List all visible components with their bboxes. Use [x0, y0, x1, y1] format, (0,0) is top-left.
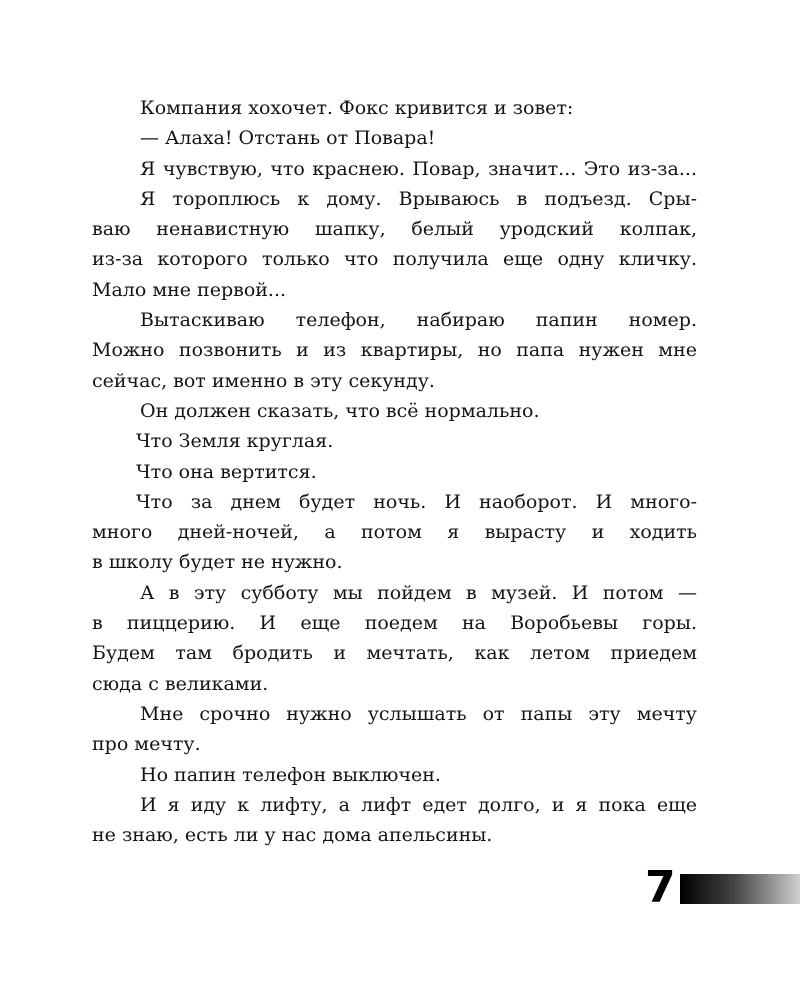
- text-line: Что она вертится.: [136, 460, 317, 483]
- text-line: Можно позвонить и из квартиры, но папа нужен мне: [92, 339, 697, 362]
- text-line: Мне срочно нужно услышать от папы эту мечту: [140, 702, 697, 725]
- text-line: Компания хохочет. Фокс кривится и зовет:: [140, 97, 574, 119]
- text-line: И я иду к лифту, а лифт едет долго, и я пока еще: [140, 793, 697, 816]
- text-line: Я тороплюсь к дому. Врываюсь в подъезд. Сры-: [140, 187, 697, 210]
- text-line: Будем там бродить и мечтать, как летом приедем: [92, 642, 697, 665]
- text-line: сейчас, вот именно в эту секунду.: [92, 369, 435, 392]
- text-line: не знаю, есть ли у нас дома апельсины.: [92, 824, 493, 847]
- body-text: [92, 93, 697, 850]
- text-line: ваю ненавистную шапку, белый уродский колпак,: [92, 218, 697, 241]
- text-line: в школу будет не нужно.: [92, 551, 343, 574]
- page-number: 7: [645, 862, 676, 913]
- text-line: А в эту субботу мы пойдем в музей. И потом —: [140, 581, 697, 604]
- text-line: Он должен сказать, что всё нормально.: [140, 399, 540, 422]
- text-line: Мало мне первой...: [92, 278, 287, 301]
- text-line: из-за которого только что получила еще одну кличку.: [92, 248, 697, 271]
- text-line: сюда с великами.: [92, 672, 269, 695]
- text-line: Но папин телефон выключен.: [140, 763, 441, 786]
- page-number-gradient-bar: [680, 874, 800, 904]
- text-line: — Алаха! Отстань от Повара!: [140, 127, 436, 150]
- text-line: Вытаскиваю телефон, набираю папин номер.: [140, 309, 697, 332]
- text-line: про мечту.: [92, 733, 201, 756]
- text-line: Что за днем будет ночь. И наоборот. И много-: [136, 490, 697, 513]
- text-line: в пиццерию. И еще поедем на Воробьевы горы.: [92, 612, 697, 635]
- text-line: Что Земля круглая.: [136, 430, 334, 453]
- text-line: много дней-ночей, а потом я вырасту и ходить: [92, 521, 697, 544]
- text-line: Я чувствую, что краснею. Повар, значит... Это из-за...: [140, 157, 697, 180]
